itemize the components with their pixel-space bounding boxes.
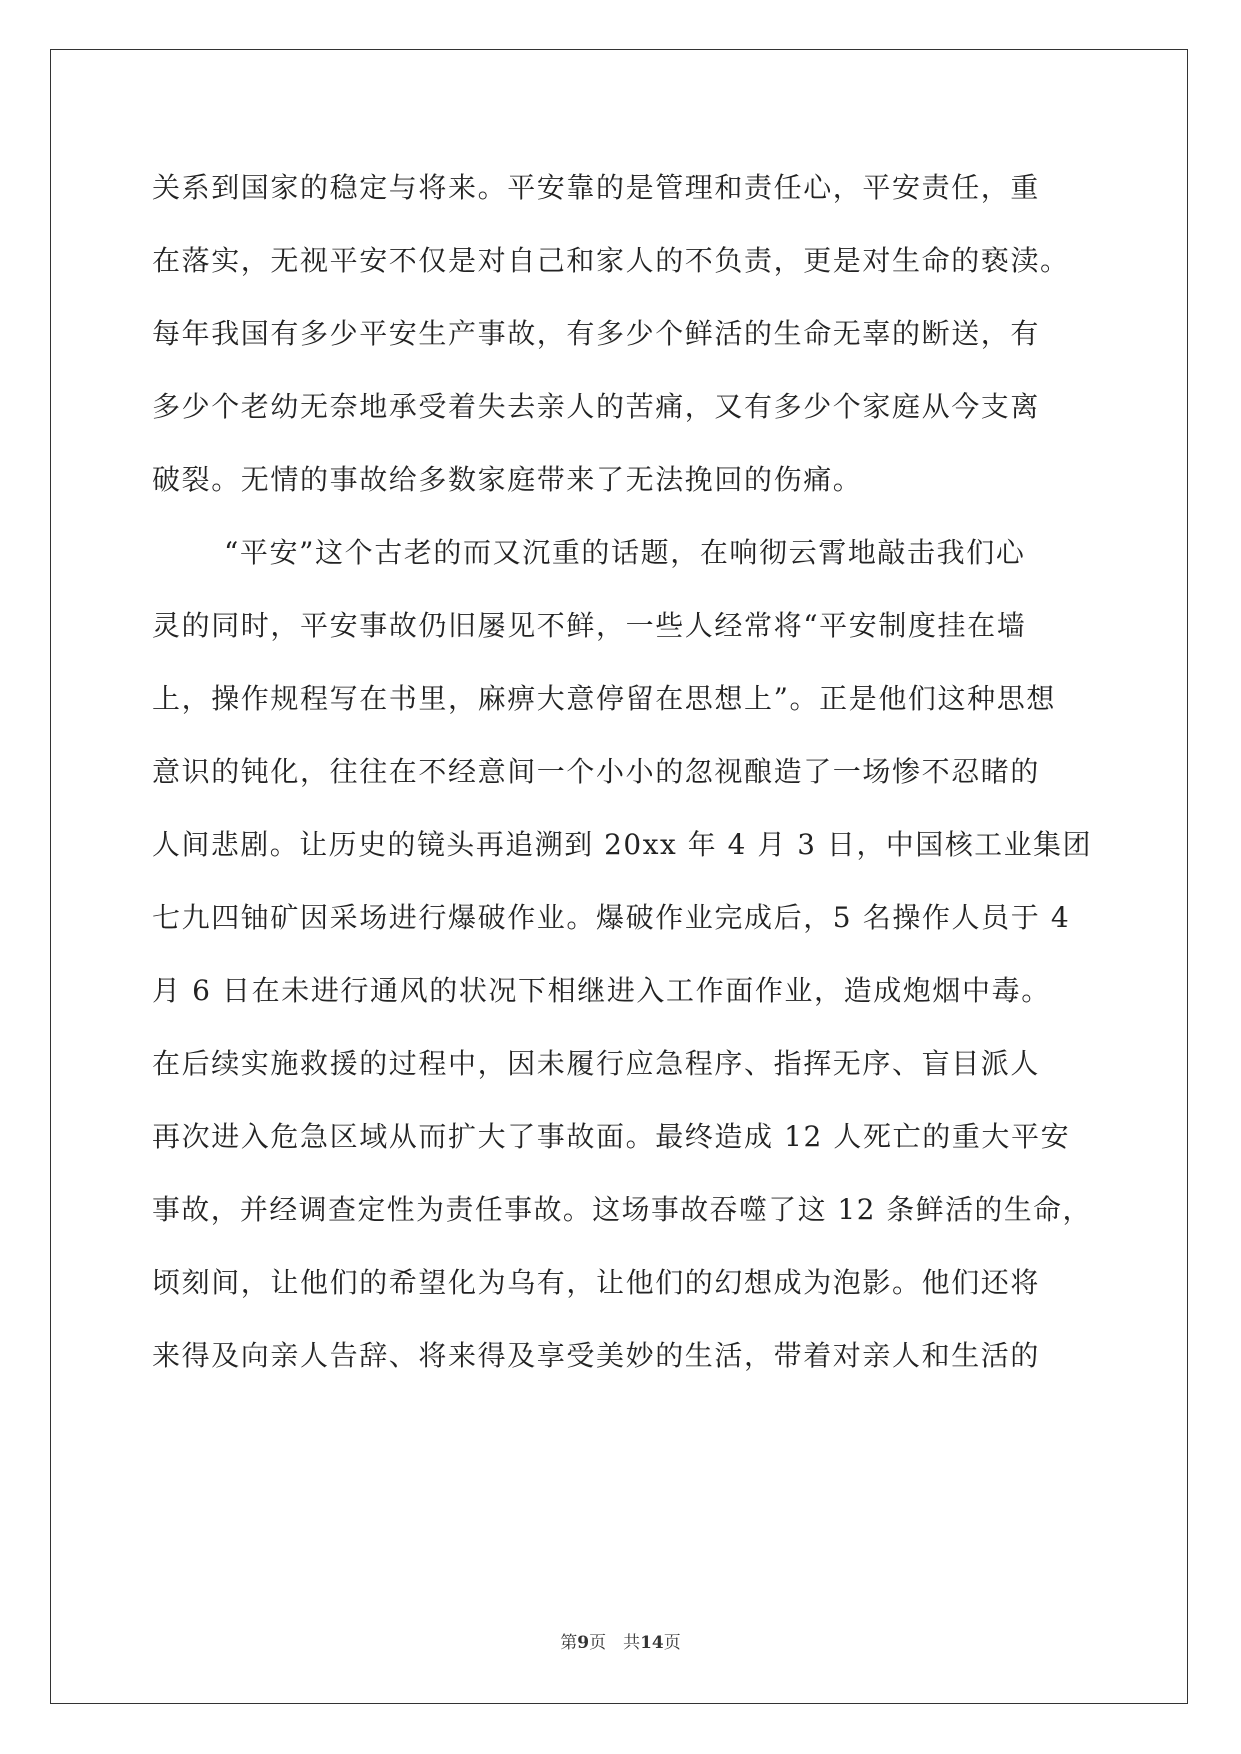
text-line: 在落实，无视平安不仅是对自己和家人的不负责，更是对生命的亵渎。 bbox=[152, 244, 1070, 277]
page-frame bbox=[50, 49, 1188, 1704]
footer-total-pages: 14 bbox=[640, 1633, 664, 1653]
text-line: 在后续实施救援的过程中，因未履行应急程序、指挥无序、盲目派人 bbox=[152, 1047, 1041, 1080]
text-line: 每年我国有多少平安生产事故，有多少个鲜活的生命无辜的断送，有 bbox=[152, 317, 1041, 350]
footer-suffix: 页 bbox=[663, 1633, 681, 1653]
text-line: 灵的同时，平安事故仍旧屡见不鲜，一些人经常将“平安制度挂在墙 bbox=[152, 609, 1027, 642]
footer-mid: 页 共 bbox=[589, 1633, 641, 1653]
text-line: 上，操作规程写在书里，麻痹大意停留在思想上”。正是他们这种思想 bbox=[152, 682, 1056, 715]
footer-page-number: 9 bbox=[577, 1633, 590, 1653]
text-line: 关系到国家的稳定与将来。平安靠的是管理和责任心，平安责任，重 bbox=[152, 171, 1041, 204]
text-line: 再次进入危急区域从而扩大了事故面。最终造成 12 人死亡的重大平安 bbox=[152, 1120, 1071, 1153]
text-line: “平安”这个古老的而又沉重的话题，在响彻云霄地敲击我们心 bbox=[224, 536, 1026, 569]
text-line: 事故，并经调查定性为责任事故。这场事故吞噬了这 12 条鲜活的生命， bbox=[152, 1193, 1092, 1226]
footer-prefix: 第 bbox=[560, 1633, 578, 1653]
text-line: 七九四铀矿因采场进行爆破作业。爆破作业完成后，5 名操作人员于 4 bbox=[152, 901, 1071, 934]
text-line: 来得及向亲人告辞、将来得及享受美妙的生活，带着对亲人和生活的 bbox=[152, 1339, 1041, 1372]
text-line: 人间悲剧。让历史的镜头再追溯到 20xx 年 4 月 3 日，中国核工业集团 bbox=[152, 828, 1093, 861]
text-line: 顷刻间，让他们的希望化为乌有，让他们的幻想成为泡影。他们还将 bbox=[152, 1266, 1041, 1299]
page-footer bbox=[0, 1628, 1241, 1653]
text-line: 月 6 日在未进行通风的状况下相继进入工作面作业，造成炮烟中毒。 bbox=[152, 974, 1051, 1007]
text-line: 意识的钝化，往往在不经意间一个小小的忽视酿造了一场惨不忍睹的 bbox=[152, 755, 1041, 788]
text-line: 多少个老幼无奈地承受着失去亲人的苦痛，又有多少个家庭从今支离 bbox=[152, 390, 1041, 423]
text-line: 破裂。无情的事故给多数家庭带来了无法挽回的伤痛。 bbox=[152, 463, 863, 496]
